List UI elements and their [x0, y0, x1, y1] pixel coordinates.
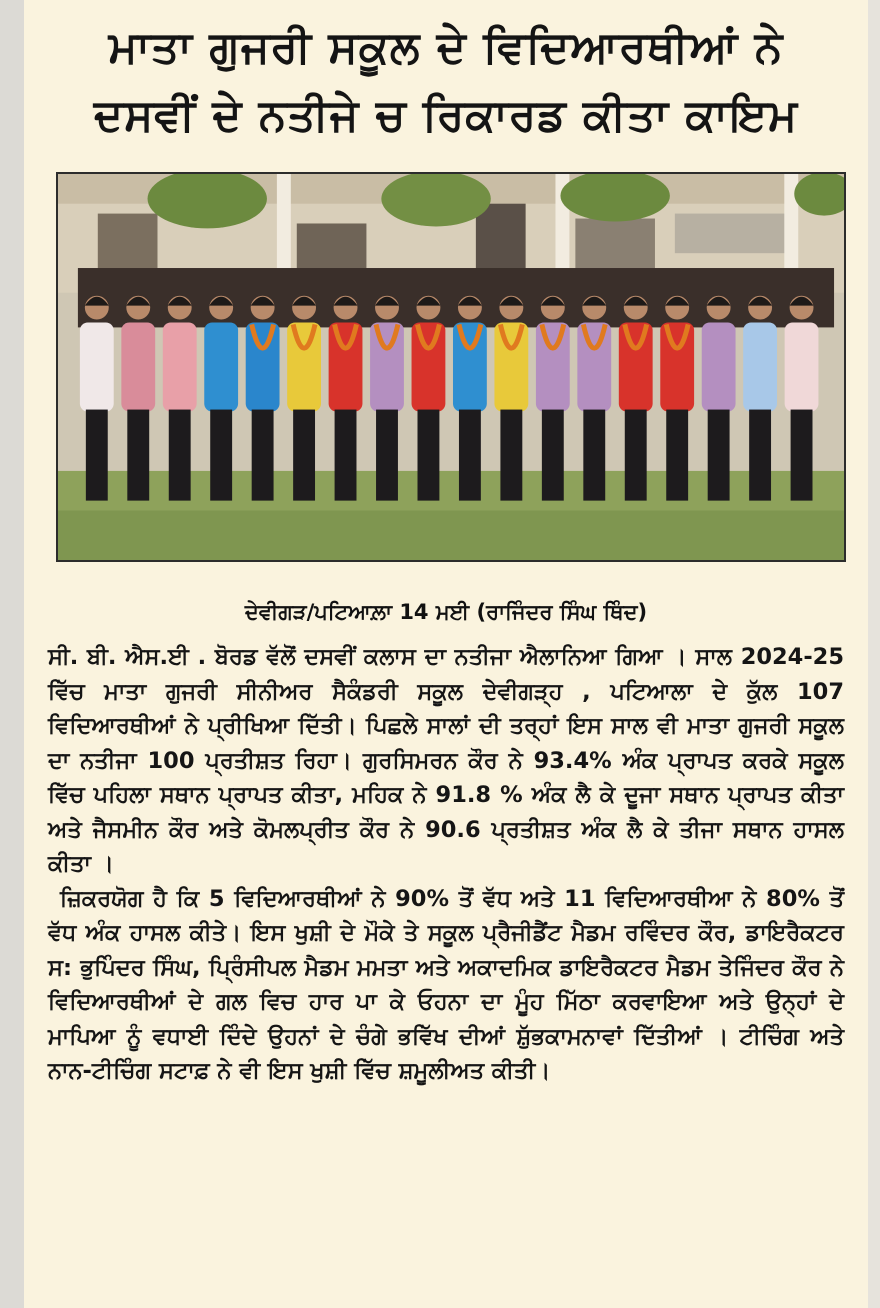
- person-trousers: [335, 410, 357, 501]
- person-trousers: [666, 410, 688, 501]
- person-shirt: [494, 322, 528, 411]
- person-shirt: [163, 322, 197, 411]
- person-shirt: [370, 322, 404, 411]
- person-trousers: [86, 410, 108, 501]
- right-margin: [868, 0, 880, 1308]
- person-trousers: [583, 410, 605, 501]
- person-trousers: [127, 410, 149, 501]
- person-shirt: [121, 322, 155, 411]
- person-shirt: [453, 322, 487, 411]
- person-trousers: [293, 410, 315, 501]
- person-trousers: [252, 410, 274, 501]
- person-trousers: [500, 410, 522, 501]
- person-trousers: [418, 410, 440, 501]
- person-trousers: [459, 410, 481, 501]
- headline-line-2: ਦਸਵੀਂ ਦੇ ਨਤੀਜੇ ਚ ਰਿਕਾਰਡ ਕੀਤਾ ਕਾਇਮ: [93, 90, 799, 141]
- person-trousers: [169, 410, 191, 501]
- person-trousers: [542, 410, 564, 501]
- person-trousers: [376, 410, 398, 501]
- person-shirt: [619, 322, 653, 411]
- person-trousers: [625, 410, 647, 501]
- headline: [24, 14, 868, 150]
- group-photo-image: [58, 174, 844, 560]
- person-shirt: [80, 322, 114, 411]
- article-body: [48, 640, 844, 1089]
- dateline: ਦੇਵੀਗੜ/ਪਟਿਆਲ਼ਾ 14 ਮਈ (ਰਾਜਿੰਦਰ ਸਿੰਘ ਥਿੰਦ): [244, 600, 648, 624]
- person-trousers: [749, 410, 771, 501]
- person-shirt: [329, 322, 363, 411]
- person-shirt: [536, 322, 570, 411]
- person-trousers: [791, 410, 813, 501]
- left-margin: [0, 0, 24, 1308]
- person-shirt: [412, 322, 446, 411]
- headline-line-1: ਮਾਤਾ ਗੁਜਰੀ ਸਕੂਲ ਦੇ ਵਿਦਿਆਰਥੀਆਂ ਨੇ: [108, 22, 784, 73]
- group-photo: [56, 172, 846, 562]
- person-shirt: [660, 322, 694, 411]
- person-shirt: [702, 322, 736, 411]
- person-shirt: [246, 322, 280, 411]
- person-shirt: [204, 322, 238, 411]
- person-shirt: [743, 322, 777, 411]
- article-paragraph-1: ਸੀ. ਬੀ. ਐਸ.ਈ . ਬੋਰਡ ਵੱਲੋਂ ਦਸਵੀਂ ਕਲਾਸ ਦਾ ਨਤੀਜਾ ਐਲਾਨਿਆ ਗਿਆ । ਸਾਲ 2024-25 ਵਿੱਚ ਮਾਤਾ ਗੁਜਰੀ ਸੀਨੀਅਰ ਸੈਕੰਡਰੀ ਸਕੂਲ ਦੇਵੀਗੜ੍ਹ , ਪਟਿਆਲਾ ਦੇ ਕੁੱਲ 107 ਵਿਦਿਆਰਥੀਆਂ ਨੇ ਪ੍ਰੀਖਿਆ ਦਿੱਤੀ। ਪਿਛਲੇ ਸਾਲਾਂ ਦੀ ਤਰ੍ਹਾਂ ਇਸ ਸਾਲ ਵੀ ਮਾਤਾ ਗੁਜਰੀ ਸਕੂਲ ਦਾ ਨਤੀਜਾ 100 ਪ੍ਰਤੀਸ਼ਤ ਰਿਹਾ। ਗੁਰਸਿਮਰਨ ਕੌਰ ਨੇ 93.4% ਅੰਕ ਪ੍ਰਾਪਤ ਕਰਕੇ ਸਕੂਲ ਵਿੱਚ ਪਹਿਲਾ ਸਥਾਨ ਪ੍ਰਾਪਤ ਕੀਤਾ, ਮਹਿਕ ਨੇ 91.8 % ਅੰਕ ਲੈ ਕੇ ਦੂਜਾ ਸਥਾਨ ਪ੍ਰਾਪਤ ਕੀਤਾ ਅਤੇ ਜੈਸਮੀਨ ਕੌਰ ਅਤੇ ਕੋਮਲਪ੍ਰੀਤ ਕੌਰ ਨੇ 90.6 ਪ੍ਰਤੀਸ਼ਤ ਅੰਕ ਲੈ ਕੇ ਤੀਜਾ ਸਥਾਨ ਹਾਸਲ ਕੀਤਾ ।: [48, 644, 844, 877]
- article-paragraph-2: ਜ਼ਿਕਰਯੋਗ ਹੈ ਕਿ 5 ਵਿਦਿਆਰਥੀਆਂ ਨੇ 90% ਤੋਂ ਵੱਧ ਅਤੇ 11 ਵਿਦਿਆਰਥੀਆ ਨੇ 80% ਤੋਂ ਵੱਧ ਅੰਕ ਹਾਸਲ ਕੀਤੇ। ਇਸ ਖੁਸ਼ੀ ਦੇ ਮੌਕੇ ਤੇ ਸਕੂਲ ਪ੍ਰੈਜੀਡੈਂਟ ਮੈਡਮ ਰਵਿੰਦਰ ਕੌਰ, ਡਾਇਰੈਕਟਰ ਸ: ਭੁਪਿੰਦਰ ਸਿੰਘ, ਪ੍ਰਿੰਸੀਪਲ ਮੈਡਮ ਮਮਤਾ ਅਤੇ ਅਕਾਦਮਿਕ ਡਾਇਰੈਕਟਰ ਮੈਡਮ ਤੇਜਿੰਦਰ ਕੌਰ ਨੇ ਵਿਦਿਆਰਥੀਆਂ ਦੇ ਗਲ ਵਿਚ ਹਾਰ ਪਾ ਕੇ ਓਹਨਾ ਦਾ ਮੂੰਹ ਮਿੱਠਾ ਕਰਵਾਇਆ ਅਤੇ ਉਨ੍ਹਾਂ ਦੇ ਮਾਪਿਆ ਨੂੰ ਵਧਾਈ ਦਿੰਦੇ ਉਹਨਾਂ ਦੇ ਚੰਗੇ ਭਵਿੱਖ ਦੀਆਂ ਸ਼ੁੱਭਕਾਮਨਾਵਾਂ ਦਿੱਤੀਆਂ । ਟੀਚਿੰਗ ਅਤੇ ਨਾਨ-ਟੀਚਿੰਗ ਸਟਾਫ਼ ਨੇ ਵੀ ਇਸ ਖੁਸ਼ੀ ਵਿੱਚ ਸ਼ਮੂਲੀਅਤ ਕੀਤੀ।: [48, 885, 844, 1084]
- person-trousers: [708, 410, 730, 501]
- person-shirt: [785, 322, 819, 411]
- person-trousers: [210, 410, 232, 501]
- person-shirt: [287, 322, 321, 411]
- person-shirt: [577, 322, 611, 411]
